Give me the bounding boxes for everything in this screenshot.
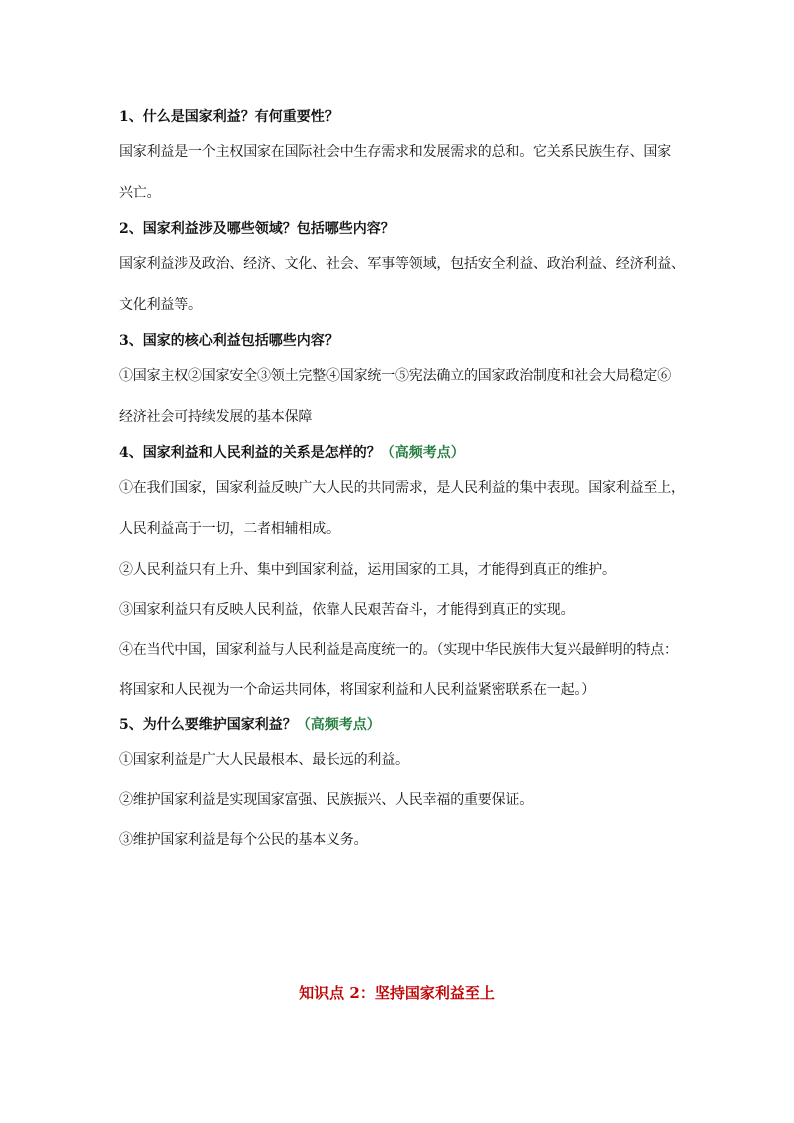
answer-4-line-3: ②人民利益只有上升、集中到国家利益，运用国家的工具，才能得到真正的维护。 (119, 562, 616, 578)
answer-4-line-4: ③国家利益只有反映人民利益，依靠人民艰苦奋斗，才能得到真正的实现。 (119, 602, 575, 618)
answer-5-line-3: ③维护国家利益是每个公民的基本义务。 (119, 832, 368, 848)
answer-3-line-2: 经济社会可持续发展的基本保障 (119, 409, 313, 425)
answer-5-line-1: ①国家利益是广大人民最根本、最长远的利益。 (119, 752, 409, 768)
question-1-title: 1、什么是国家利益？有何重要性？ (119, 109, 339, 125)
section-title: 知识点 2：坚持国家利益至上 (299, 984, 495, 1002)
question-5-title: 5、为什么要维护国家利益？（高频考点） (119, 717, 381, 733)
answer-4-line-2: 人民利益高于一切，二者相辅相成。 (119, 521, 340, 537)
question-3-title: 3、国家的核心利益包括哪些内容？ (119, 333, 339, 349)
answer-3-line-1: ①国家主权②国家安全③领土完整④国家统一⑤宪法确立的国家政治制度和社会大局稳定⑥ (119, 368, 671, 384)
high-frequency-tag: （高频考点） (380, 445, 465, 461)
answer-4-line-6: 将国家和人民视为一个命运共同体，将国家利益和人民利益紧密联系在一起。） (119, 682, 595, 698)
answer-2-line-1: 国家利益涉及政治、经济、文化、社会、军事等领域，包括安全利益、政治利益、经济利益、 (119, 256, 685, 272)
answer-4-line-1: ①在我们国家，国家利益反映广大人民的共同需求，是人民利益的集中表现。国家利益至上， (119, 480, 685, 496)
answer-1-line-1: 国家利益是一个主权国家在国际社会中生存需求和发展需求的总和。它关系民族生存、国家 (119, 144, 671, 160)
document-body (119, 102, 685, 860)
high-frequency-tag: （高频考点） (296, 717, 381, 733)
answer-1-line-2: 兴亡。 (119, 185, 161, 201)
question-2-title: 2、国家利益涉及哪些领域？包括哪些内容？ (119, 221, 395, 237)
answer-2-line-2: 文化利益等。 (119, 297, 202, 313)
answer-5-line-2: ②维护国家利益是实现国家富强、民族振兴、人民幸福的重要保证。 (119, 792, 533, 808)
answer-4-line-5: ④在当代中国，国家利益与人民利益是高度统一的。（实现中华民族伟大复兴最鲜明的特点： (119, 642, 678, 658)
question-4-title: 4、国家利益和人民利益的关系是怎样的？（高频考点） (119, 445, 465, 461)
